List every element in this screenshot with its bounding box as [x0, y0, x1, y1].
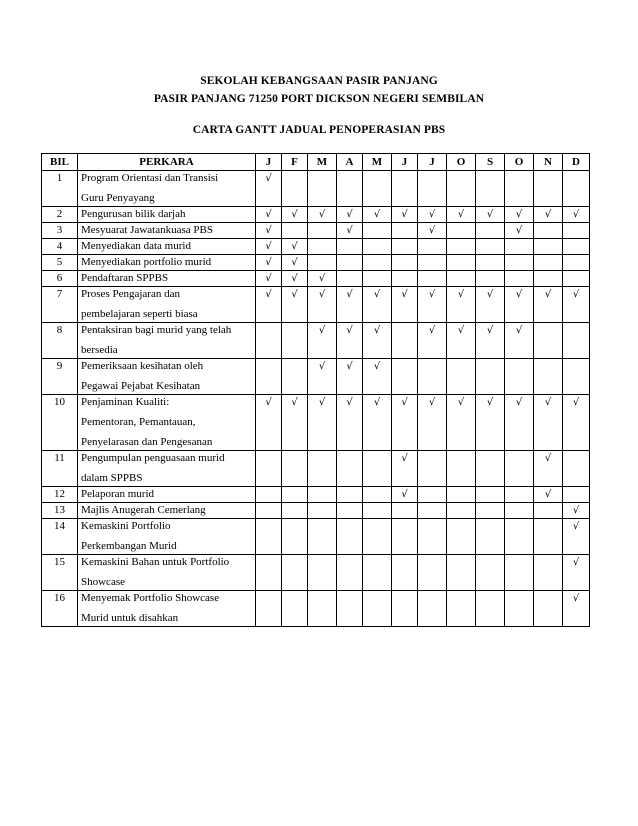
month-cell — [308, 555, 337, 591]
activity-text: Pementoran, Pemantauan, — [81, 416, 196, 428]
month-cell — [563, 239, 590, 255]
month-cell — [363, 171, 392, 207]
month-cell — [563, 323, 590, 359]
row-number: 12 — [42, 487, 78, 503]
column-header-month: N — [534, 154, 563, 171]
row-number: 10 — [42, 395, 78, 451]
check-mark: √ — [563, 287, 590, 323]
activity-cell — [78, 223, 256, 239]
check-mark: √ — [337, 223, 363, 239]
month-cell — [282, 487, 308, 503]
activity-text: Pentaksiran bagi murid yang telah — [81, 324, 232, 336]
check-mark: √ — [337, 287, 363, 323]
activity-text: Menyediakan data murid — [81, 240, 191, 252]
month-cell — [476, 591, 505, 627]
month-cell — [282, 591, 308, 627]
month-cell — [534, 591, 563, 627]
month-cell — [418, 239, 447, 255]
table-row — [42, 591, 590, 627]
check-mark: √ — [282, 239, 308, 255]
table-row — [42, 255, 590, 271]
month-cell — [392, 359, 418, 395]
row-number: 1 — [42, 171, 78, 207]
activity-cell — [78, 555, 256, 591]
check-mark: √ — [308, 271, 337, 287]
month-cell — [363, 223, 392, 239]
check-mark: √ — [505, 323, 534, 359]
check-mark: √ — [476, 395, 505, 451]
document-title: CARTA GANTT JADUAL PENOPERASIAN PBS — [192, 124, 446, 136]
month-cell — [256, 591, 282, 627]
month-cell — [282, 555, 308, 591]
month-cell — [337, 255, 363, 271]
check-mark: √ — [337, 323, 363, 359]
month-cell — [256, 487, 282, 503]
check-mark: √ — [392, 395, 418, 451]
table-header-row — [42, 154, 590, 171]
check-mark: √ — [505, 395, 534, 451]
row-number: 7 — [42, 287, 78, 323]
row-number: 8 — [42, 323, 78, 359]
check-mark: √ — [308, 323, 337, 359]
month-cell — [505, 519, 534, 555]
table-row — [42, 239, 590, 255]
month-cell — [256, 359, 282, 395]
month-cell — [392, 239, 418, 255]
column-header-month: M — [308, 154, 337, 171]
check-mark: √ — [256, 271, 282, 287]
month-cell — [392, 255, 418, 271]
activity-text: Showcase — [81, 576, 125, 588]
month-cell — [476, 223, 505, 239]
check-mark: √ — [308, 207, 337, 223]
activity-cell — [78, 207, 256, 223]
month-cell — [505, 239, 534, 255]
check-mark: √ — [476, 287, 505, 323]
month-cell — [418, 503, 447, 519]
table-row — [42, 323, 590, 359]
activity-text: pembelajaran seperti biasa — [81, 308, 198, 320]
column-header-perkara: PERKARA — [78, 154, 256, 171]
check-mark: √ — [534, 451, 563, 487]
month-cell — [447, 255, 476, 271]
check-mark: √ — [476, 207, 505, 223]
month-cell — [476, 487, 505, 503]
activity-text: Pendaftaran SPPBS — [81, 272, 169, 284]
check-mark: √ — [563, 395, 590, 451]
month-cell — [447, 487, 476, 503]
activity-text: Murid untuk disahkan — [81, 612, 179, 624]
month-cell — [418, 451, 447, 487]
month-cell — [337, 519, 363, 555]
month-cell — [308, 519, 337, 555]
check-mark: √ — [476, 323, 505, 359]
check-mark: √ — [363, 359, 392, 395]
month-cell — [505, 171, 534, 207]
column-header-month: O — [505, 154, 534, 171]
check-mark: √ — [308, 395, 337, 451]
month-cell — [476, 255, 505, 271]
month-cell — [308, 451, 337, 487]
month-cell — [308, 255, 337, 271]
activity-text: Guru Penyayang — [81, 192, 155, 204]
month-cell — [505, 555, 534, 591]
month-cell — [534, 503, 563, 519]
check-mark: √ — [256, 287, 282, 323]
check-mark: √ — [256, 171, 282, 207]
month-cell — [256, 519, 282, 555]
month-cell — [563, 451, 590, 487]
month-cell — [476, 171, 505, 207]
check-mark: √ — [256, 223, 282, 239]
month-cell — [337, 487, 363, 503]
column-header-month: M — [363, 154, 392, 171]
month-cell — [505, 591, 534, 627]
check-mark: √ — [337, 359, 363, 395]
activity-cell — [78, 591, 256, 627]
column-header-month: S — [476, 154, 505, 171]
month-cell — [505, 255, 534, 271]
activity-text: Pegawai Pejabat Kesihatan — [81, 380, 201, 392]
month-cell — [418, 255, 447, 271]
row-number: 13 — [42, 503, 78, 519]
table-row — [42, 555, 590, 591]
check-mark: √ — [505, 287, 534, 323]
activity-text: Menyediakan portfolio murid — [81, 256, 212, 268]
month-cell — [505, 271, 534, 287]
month-cell — [476, 271, 505, 287]
month-cell — [308, 171, 337, 207]
check-mark: √ — [308, 287, 337, 323]
month-cell — [534, 239, 563, 255]
month-cell — [308, 487, 337, 503]
month-cell — [282, 519, 308, 555]
month-cell — [534, 223, 563, 239]
table-row — [42, 451, 590, 487]
activity-cell — [78, 451, 256, 487]
row-number: 6 — [42, 271, 78, 287]
month-cell — [418, 487, 447, 503]
month-cell — [308, 239, 337, 255]
month-cell — [392, 591, 418, 627]
check-mark: √ — [256, 239, 282, 255]
column-header-bil: BIL — [42, 154, 78, 171]
month-cell — [282, 323, 308, 359]
month-cell — [563, 271, 590, 287]
row-number: 4 — [42, 239, 78, 255]
month-cell — [392, 555, 418, 591]
row-number: 9 — [42, 359, 78, 395]
month-cell — [534, 271, 563, 287]
month-cell — [447, 591, 476, 627]
month-cell — [476, 359, 505, 395]
month-cell — [363, 487, 392, 503]
check-mark: √ — [282, 255, 308, 271]
month-cell — [337, 503, 363, 519]
check-mark: √ — [282, 271, 308, 287]
month-cell — [392, 223, 418, 239]
activity-cell — [78, 323, 256, 359]
check-mark: √ — [363, 287, 392, 323]
row-number: 14 — [42, 519, 78, 555]
month-cell — [505, 359, 534, 395]
month-cell — [337, 591, 363, 627]
check-mark: √ — [282, 287, 308, 323]
table-row — [42, 207, 590, 223]
check-mark: √ — [534, 395, 563, 451]
month-cell — [505, 487, 534, 503]
month-cell — [534, 519, 563, 555]
check-mark: √ — [392, 207, 418, 223]
row-number: 5 — [42, 255, 78, 271]
month-cell — [418, 359, 447, 395]
month-cell — [505, 503, 534, 519]
activity-cell — [78, 395, 256, 451]
activity-cell — [78, 171, 256, 207]
check-mark: √ — [256, 207, 282, 223]
check-mark: √ — [563, 503, 590, 519]
activity-cell — [78, 503, 256, 519]
month-cell — [308, 223, 337, 239]
month-cell — [476, 555, 505, 591]
activity-text: Penjaminan Kualiti: — [81, 396, 170, 408]
month-cell — [256, 323, 282, 359]
table-body — [42, 171, 590, 627]
month-cell — [308, 503, 337, 519]
month-cell — [337, 271, 363, 287]
month-cell — [447, 503, 476, 519]
table-row — [42, 223, 590, 239]
column-header-month: D — [563, 154, 590, 171]
check-mark: √ — [563, 555, 590, 591]
check-mark: √ — [418, 223, 447, 239]
month-cell — [505, 451, 534, 487]
month-cell — [418, 555, 447, 591]
column-header-month: J — [256, 154, 282, 171]
check-mark: √ — [363, 207, 392, 223]
month-cell — [534, 323, 563, 359]
month-cell — [282, 171, 308, 207]
month-cell — [534, 255, 563, 271]
activity-text: bersedia — [81, 344, 118, 356]
activity-text: Program Orientasi dan Transisi — [81, 172, 219, 184]
month-cell — [256, 503, 282, 519]
check-mark: √ — [447, 287, 476, 323]
table-row — [42, 395, 590, 451]
month-cell — [363, 271, 392, 287]
month-cell — [447, 223, 476, 239]
activity-text: Proses Pengajaran dan — [81, 288, 180, 300]
activity-cell — [78, 487, 256, 503]
activity-text: Pengurusan bilik darjah — [81, 208, 186, 220]
month-cell — [363, 239, 392, 255]
check-mark: √ — [363, 323, 392, 359]
month-cell — [282, 359, 308, 395]
check-mark: √ — [256, 255, 282, 271]
month-cell — [392, 171, 418, 207]
month-cell — [282, 223, 308, 239]
table-row — [42, 487, 590, 503]
month-cell — [363, 503, 392, 519]
column-header-month: F — [282, 154, 308, 171]
month-cell — [447, 271, 476, 287]
month-cell — [447, 359, 476, 395]
check-mark: √ — [282, 207, 308, 223]
month-cell — [363, 555, 392, 591]
month-cell — [392, 323, 418, 359]
month-cell — [392, 271, 418, 287]
check-mark: √ — [418, 287, 447, 323]
school-address: PASIR PANJANG 71250 PORT DICKSON NEGERI SEMBILAN — [153, 93, 485, 105]
check-mark: √ — [418, 207, 447, 223]
month-cell — [418, 591, 447, 627]
table-row — [42, 359, 590, 395]
month-cell — [256, 451, 282, 487]
column-header-month: O — [447, 154, 476, 171]
activity-text: dalam SPPBS — [81, 472, 143, 484]
month-cell — [363, 451, 392, 487]
table-row — [42, 171, 590, 207]
activity-cell — [78, 271, 256, 287]
activity-cell — [78, 359, 256, 395]
check-mark: √ — [282, 395, 308, 451]
month-cell — [563, 171, 590, 207]
activity-cell — [78, 287, 256, 323]
month-cell — [534, 555, 563, 591]
activity-text: Mesyuarat Jawatankuasa PBS — [81, 224, 213, 236]
month-cell — [447, 555, 476, 591]
check-mark: √ — [563, 591, 590, 627]
month-cell — [337, 171, 363, 207]
column-header-month: A — [337, 154, 363, 171]
month-cell — [476, 239, 505, 255]
check-mark: √ — [534, 207, 563, 223]
check-mark: √ — [308, 359, 337, 395]
month-cell — [447, 239, 476, 255]
check-mark: √ — [563, 207, 590, 223]
check-mark: √ — [534, 487, 563, 503]
month-cell — [256, 555, 282, 591]
table-row — [42, 271, 590, 287]
activity-text: Pemeriksaan kesihatan oleh — [81, 360, 204, 372]
month-cell — [534, 171, 563, 207]
month-cell — [282, 503, 308, 519]
check-mark: √ — [534, 287, 563, 323]
activity-text: Pelaporan murid — [81, 488, 155, 500]
month-cell — [476, 451, 505, 487]
row-number: 15 — [42, 555, 78, 591]
month-cell — [563, 255, 590, 271]
activity-cell — [78, 239, 256, 255]
row-number: 2 — [42, 207, 78, 223]
check-mark: √ — [337, 207, 363, 223]
check-mark: √ — [256, 395, 282, 451]
check-mark: √ — [505, 207, 534, 223]
month-cell — [447, 519, 476, 555]
month-cell — [447, 451, 476, 487]
row-number: 16 — [42, 591, 78, 627]
activity-text: Kemaskini Bahan untuk Portfolio — [81, 556, 230, 568]
activity-text: Majlis Anugerah Cemerlang — [81, 504, 206, 516]
row-number: 11 — [42, 451, 78, 487]
check-mark: √ — [505, 223, 534, 239]
activity-text: Pengumpulan penguasaan murid — [81, 452, 225, 464]
activity-text: Perkembangan Murid — [81, 540, 177, 552]
month-cell — [418, 171, 447, 207]
gantt-table — [41, 153, 590, 627]
month-cell — [534, 359, 563, 395]
activity-text: Menyemak Portfolio Showcase — [81, 592, 220, 604]
month-cell — [363, 519, 392, 555]
month-cell — [363, 591, 392, 627]
column-header-month: J — [392, 154, 418, 171]
month-cell — [308, 591, 337, 627]
month-cell — [392, 519, 418, 555]
month-cell — [337, 555, 363, 591]
check-mark: √ — [447, 395, 476, 451]
month-cell — [337, 451, 363, 487]
table-row — [42, 503, 590, 519]
month-cell — [363, 255, 392, 271]
column-header-month: J — [418, 154, 447, 171]
month-cell — [563, 359, 590, 395]
row-number: 3 — [42, 223, 78, 239]
check-mark: √ — [447, 323, 476, 359]
month-cell — [563, 223, 590, 239]
check-mark: √ — [363, 395, 392, 451]
month-cell — [418, 271, 447, 287]
check-mark: √ — [392, 487, 418, 503]
activity-cell — [78, 255, 256, 271]
month-cell — [476, 503, 505, 519]
check-mark: √ — [418, 395, 447, 451]
activity-text: Penyelarasan dan Pengesanan — [81, 436, 213, 448]
check-mark: √ — [563, 519, 590, 555]
check-mark: √ — [447, 207, 476, 223]
school-name: SEKOLAH KEBANGSAAN PASIR PANJANG — [200, 75, 438, 87]
month-cell — [447, 171, 476, 207]
month-cell — [282, 451, 308, 487]
table-row — [42, 519, 590, 555]
activity-text: Kemaskini Portfolio — [81, 520, 171, 532]
month-cell — [392, 503, 418, 519]
month-cell — [418, 519, 447, 555]
month-cell — [563, 487, 590, 503]
month-cell — [337, 239, 363, 255]
month-cell — [476, 519, 505, 555]
check-mark: √ — [418, 323, 447, 359]
check-mark: √ — [337, 395, 363, 451]
activity-cell — [78, 519, 256, 555]
table-row — [42, 287, 590, 323]
check-mark: √ — [392, 287, 418, 323]
check-mark: √ — [392, 451, 418, 487]
